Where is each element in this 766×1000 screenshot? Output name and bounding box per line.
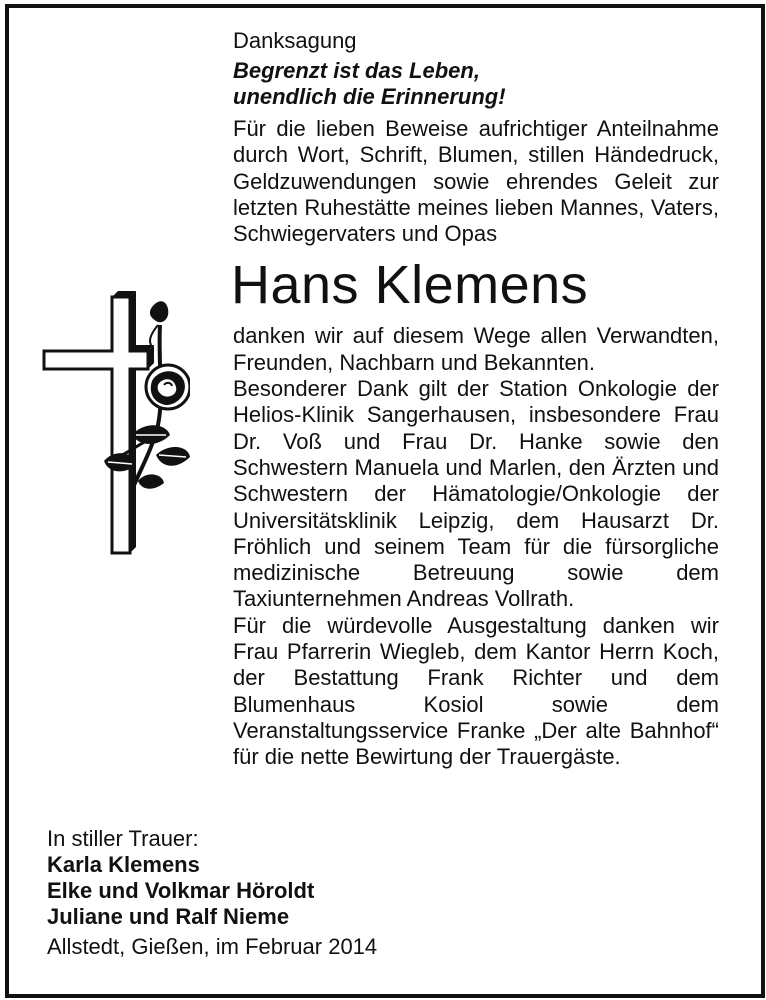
mourning-lead: In stiller Trauer: xyxy=(47,826,199,851)
mourner-name: Karla Klemens xyxy=(47,852,200,877)
mourners-block xyxy=(47,826,447,962)
intro-text: Für die lieben Beweise aufrichtiger Anteilnahme durch Wort, Schrift, Blumen, stillen Händedruck, Geldzuwendungen sowie ehrendes Geleit zur letzten Ruhestätte meines lieben Mannes, Vaters, Schwiegervaters und Opas xyxy=(233,116,719,247)
motto-line: unendlich die Erinnerung! xyxy=(233,84,506,109)
deceased-name: Hans Klemens xyxy=(231,255,589,316)
mourner-name: Elke und Volkmar Höroldt xyxy=(47,878,315,903)
special-thanks-text: Besonderer Dank gilt der Station Onkologie der Helios-Klinik Sangerhausen, insbesondere Frau Dr. Voß und Frau Dr. Hanke sowie den Schwestern Manuela und Marlen, den Ärzten und Schwestern der Hämatologie/Onkologie der Universitätsklinik Leipzig, dem Hausarzt Dr. Fröhlich und seinem Team für die fürsorgliche medizinische Betreuung sowie dem Taxiunternehmen Andreas Vollrath. xyxy=(233,376,719,612)
ceremony-thanks-text: Für die würdevolle Ausgestaltung danken wir Frau Pfarrerin Wiegleb, dem Kantor Herrn Koch, der Bestattung Frank Richter und dem Blumenhaus Kosiol sowie dem Veranstaltungsservice Franke „Der alte Bahnhof“ für die nette Bewirtung der Trauergäste. xyxy=(233,612,719,770)
cross-with-rose-icon xyxy=(40,285,190,560)
notice-heading: Danksagung xyxy=(233,28,357,53)
place-date: Allstedt, Gießen, im Februar 2014 xyxy=(47,934,378,959)
body-text: danken wir auf diesem Wege allen Verwandten, Freunden, Nachbarn und Bekannten. xyxy=(233,323,719,375)
motto xyxy=(233,58,719,110)
notice-main xyxy=(233,28,719,771)
mourner-name: Juliane und Ralf Nieme xyxy=(47,904,290,929)
motto-line: Begrenzt ist das Leben, xyxy=(233,58,480,83)
